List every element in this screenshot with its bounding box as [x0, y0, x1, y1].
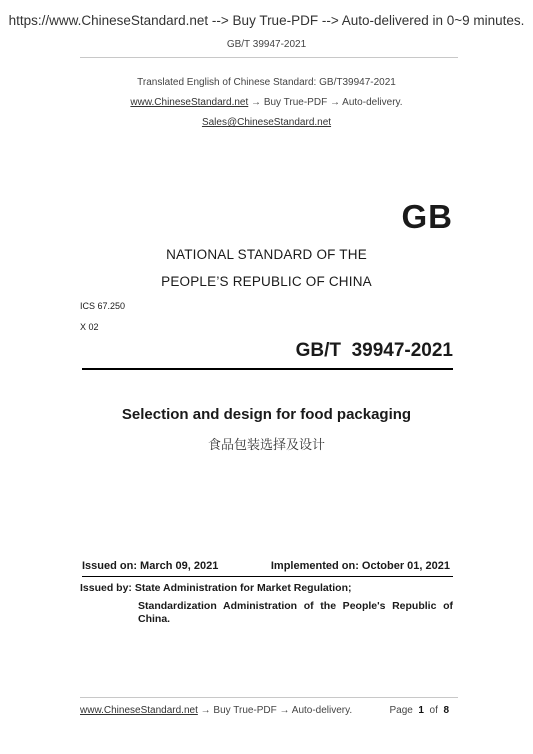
- footer-divider: [80, 697, 458, 698]
- translation-buy-line: [0, 97, 533, 108]
- standard-divider: [82, 368, 453, 370]
- translation-note: Translated English of Chinese Standard: GB/T39947-2021: [137, 77, 396, 88]
- implemented-date: Implemented on: October 01, 2021: [270, 560, 450, 572]
- issued-date: Issued on: March 09, 2021: [82, 560, 219, 572]
- title-chinese: 食品包装选择及设计: [207, 438, 325, 453]
- page-number: 1: [418, 705, 424, 716]
- header-divider: [80, 57, 458, 58]
- issuing-authority-2-cont: China.: [138, 613, 171, 625]
- page-label: Page: [389, 705, 413, 716]
- footer-buy-text: → Buy True-PDF → Auto-delivery.: [197, 705, 353, 716]
- national-standard-line1: NATIONAL STANDARD OF THE: [166, 247, 367, 262]
- national-standard-line2: PEOPLE’S REPUBLIC OF CHINA: [161, 274, 372, 289]
- email-link[interactable]: Sales@ChineseStandard.net: [201, 117, 332, 128]
- issuing-authority-2: Standardization Administration of the People's Republic of: [138, 600, 453, 612]
- email-line: [0, 117, 533, 128]
- of-label: of: [429, 705, 438, 716]
- page-total: 8: [443, 705, 449, 716]
- header-doc-id: GB/T 39947-2021: [226, 39, 307, 50]
- standard-number: GB/T 39947-2021: [295, 340, 453, 361]
- top-banner: https://www.ChineseStandard.net --> Buy True-PDF --> Auto-delivered in 0~9 minutes.: [8, 13, 525, 28]
- gb-mark: GB: [401, 198, 453, 235]
- title-english: Selection and design for food packaging: [121, 406, 412, 423]
- site-link[interactable]: www.ChineseStandard.net: [130, 97, 249, 108]
- issued-by: Issued by: State Administration for Market Regulation;: [80, 582, 352, 594]
- footer-buy-line: [80, 705, 352, 716]
- ccs-code: X 02: [80, 322, 99, 332]
- dates-divider: [82, 576, 453, 577]
- page-indicator: [389, 705, 449, 716]
- buy-text: → Buy True-PDF → Auto-delivery.: [248, 97, 403, 108]
- footer-site-link[interactable]: www.ChineseStandard.net: [80, 705, 198, 716]
- ics-code: ICS 67.250: [80, 301, 126, 311]
